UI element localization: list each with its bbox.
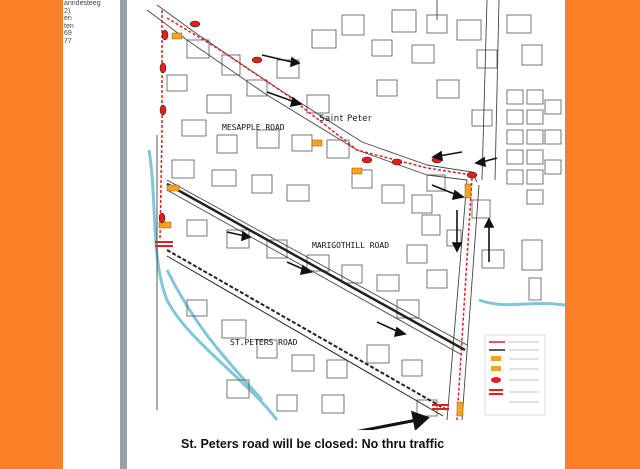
label-st-peters-road: ST.PETERS ROAD <box>230 338 298 347</box>
strip-line: arindesteeg <box>64 0 101 7</box>
label-mesapple-road: MESAPPLE ROAD <box>222 123 285 132</box>
strip-line: 77 <box>64 37 72 45</box>
closure-caption: St. Peters road will be closed: No thru traffic <box>181 437 445 451</box>
document-page <box>127 0 565 469</box>
label-marigothill-road: MARIGOTHILL ROAD <box>312 241 390 250</box>
strip-line: 69 <box>64 30 72 37</box>
left-document-strip <box>63 0 120 469</box>
marigothill-road-line <box>167 184 465 350</box>
vehicle-markers <box>159 21 477 223</box>
route-signs <box>159 33 471 416</box>
closure-pointer-arrow <box>339 413 427 430</box>
detour-map <box>127 0 565 430</box>
strip-line: en <box>64 15 72 22</box>
st-peters-road-closed <box>167 250 447 410</box>
map-legend <box>485 335 545 415</box>
viewer-gutter <box>120 0 127 469</box>
label-saint-peter: Saint Peter <box>319 114 373 124</box>
road-edges <box>147 0 499 420</box>
strip-line: 2) <box>64 7 71 15</box>
strip-line: ten <box>64 22 74 30</box>
